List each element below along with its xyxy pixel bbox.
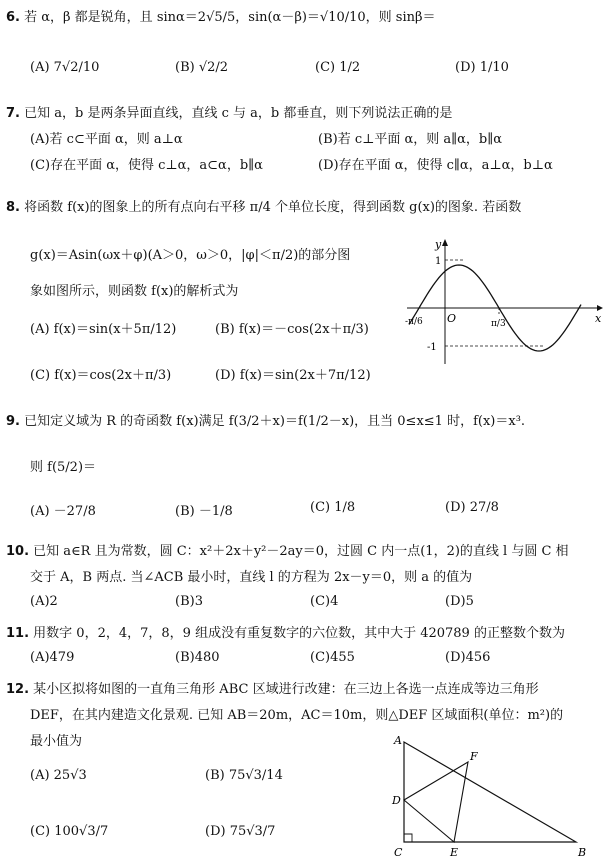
q8-option-b: (B) f(x)＝－cos(2x＋π/3) (215, 322, 369, 337)
q8-option-a: (A) f(x)＝sin(x＋5π/12) (30, 322, 177, 337)
q11-option-b: (B)480 (175, 650, 220, 665)
q12-stem-line2: DEF，在其内建造文化景观. 已知 AB＝20m，AC＝10m，则△DEF 区域面积(单位：m²)的 (30, 708, 564, 723)
q10-option-a: (A)2 (30, 594, 58, 609)
q6-stem: 若 α，β 都是锐角，且 sinα＝2√5/5，sin(α－β)＝√10/10，则 sinβ＝ (24, 10, 436, 25)
q11-stem-row (6, 622, 565, 641)
tick-left-label: -π/6 (405, 317, 423, 327)
q7-option-b: (B)若 c⊥平面 α，则 a∥α，b∥α (318, 132, 503, 147)
triangle-abc (404, 742, 576, 842)
q12-stem-line1: 某小区拟将如图的一直角三角形 ABC 区域进行改建：在三边上各选一点连成等边三角形 (33, 682, 539, 697)
q9-stem-row1 (6, 410, 525, 429)
q8-option-c: (C) f(x)＝cos(2x＋π/3) (30, 368, 172, 383)
q9-stem-line2: 则 f(5/2)＝ (30, 460, 97, 475)
q10-option-c: (C)4 (310, 594, 339, 609)
label-b: B (578, 846, 587, 859)
q10-stem-row1 (6, 540, 569, 559)
q6-option-d: (D) 1/10 (455, 60, 509, 75)
q10-number: 10. (6, 544, 30, 559)
q6-stem-row (6, 6, 436, 25)
q6-number: 6. (6, 10, 20, 25)
q9-option-a: (A) －27/8 (30, 504, 96, 519)
label-a: A (394, 734, 402, 747)
q8-stem-line2: g(x)＝Asin(ωx＋φ)(A＞0，ω＞0，|φ|＜π/2)的部分图 (30, 248, 351, 263)
q10-stem-line1: 已知 a∈R 且为常数，圆 C：x²＋2x＋y²－2ay＝0，过圆 C 内一点(1，2)的直线 l 与圆 C 相 (33, 544, 569, 559)
q9-option-d: (D) 27/8 (445, 500, 499, 515)
q7-number: 7. (6, 106, 20, 121)
q11-option-a: (A)479 (30, 650, 75, 665)
q11-number: 11. (6, 626, 30, 641)
label-d: D (392, 794, 401, 807)
q10-stem-line2: 交于 A，B 两点. 当∠ACB 最小时，直线 l 的方程为 2x－y＝0，则 a 的值为 (30, 570, 473, 585)
tick-right-label: π/3 (491, 319, 506, 329)
q10-option-b: (B)3 (175, 594, 203, 609)
q8-stem-line1: 将函数 f(x)的图象上的所有点向右平移 π/4 个单位长度，得到函数 g(x)的图象. 若函数 (24, 200, 522, 215)
right-angle-mark (404, 834, 412, 842)
x-axis-arrow-icon (597, 305, 603, 311)
q12-option-a: (A) 25√3 (30, 768, 87, 783)
q9-stem-line1: 已知定义域为 R 的奇函数 f(x)满足 f(3/2＋x)＝f(1/2－x)，且当 0≤x≤1 时，f(x)＝x³. (24, 414, 526, 429)
label-f: F (470, 750, 478, 763)
q12-option-d: (D) 75√3/7 (205, 824, 276, 839)
q7-stem-row (6, 102, 452, 121)
q12-option-b: (B) 75√3/14 (205, 768, 283, 783)
label-c: C (394, 846, 403, 859)
y-max-label: 1 (435, 256, 442, 267)
q11-stem: 用数字 0，2，4，7，8，9 组成没有重复数字的六位数，其中大于 420789 的正整数个数为 (33, 626, 565, 641)
y-axis-arrow-icon (442, 239, 448, 246)
q7-option-a: (A)若 c⊂平面 α，则 a⊥α (30, 132, 183, 147)
q9-option-b: (B) －1/8 (175, 504, 233, 519)
q8-sine-graph (405, 236, 605, 366)
q8-stem-line3: 象如图所示，则函数 f(x)的解析式为 (30, 284, 239, 299)
origin-label: O (447, 312, 457, 325)
q12-stem-row1 (6, 678, 539, 697)
q11-option-d: (D)456 (445, 650, 491, 665)
q6-option-c: (C) 1/2 (315, 60, 361, 75)
x-axis-label: x (595, 312, 602, 325)
y-axis-label: y (435, 238, 442, 251)
q10-option-d: (D)5 (445, 594, 474, 609)
q8-stem-row1 (6, 196, 521, 215)
q7-option-c: (C)存在平面 α，使得 c⊥α，a⊂α，b∥α (30, 158, 263, 173)
q7-stem: 已知 a，b 是两条异面直线，直线 c 与 a，b 都垂直，则下列说法正确的是 (24, 106, 453, 121)
q12-option-c: (C) 100√3/7 (30, 824, 109, 839)
q12-number: 12. (6, 682, 30, 697)
q8-option-d: (D) f(x)＝sin(2x＋7π/12) (215, 368, 371, 383)
q12-stem-line3: 最小值为 (30, 734, 83, 749)
q7-option-d: (D)存在平面 α，使得 c∥α，a⊥α，b⊥α (318, 158, 553, 173)
q9-option-c: (C) 1/8 (310, 500, 356, 515)
q8-number: 8. (6, 200, 20, 215)
q11-option-c: (C)455 (310, 650, 355, 665)
q6-option-b: (B) √2/2 (175, 60, 229, 75)
q12-triangle-figure (388, 732, 602, 860)
q6-option-a: (A) 7√2/10 (30, 60, 100, 75)
y-min-label: -1 (427, 342, 437, 353)
label-e: E (450, 846, 459, 859)
q9-number: 9. (6, 414, 20, 429)
